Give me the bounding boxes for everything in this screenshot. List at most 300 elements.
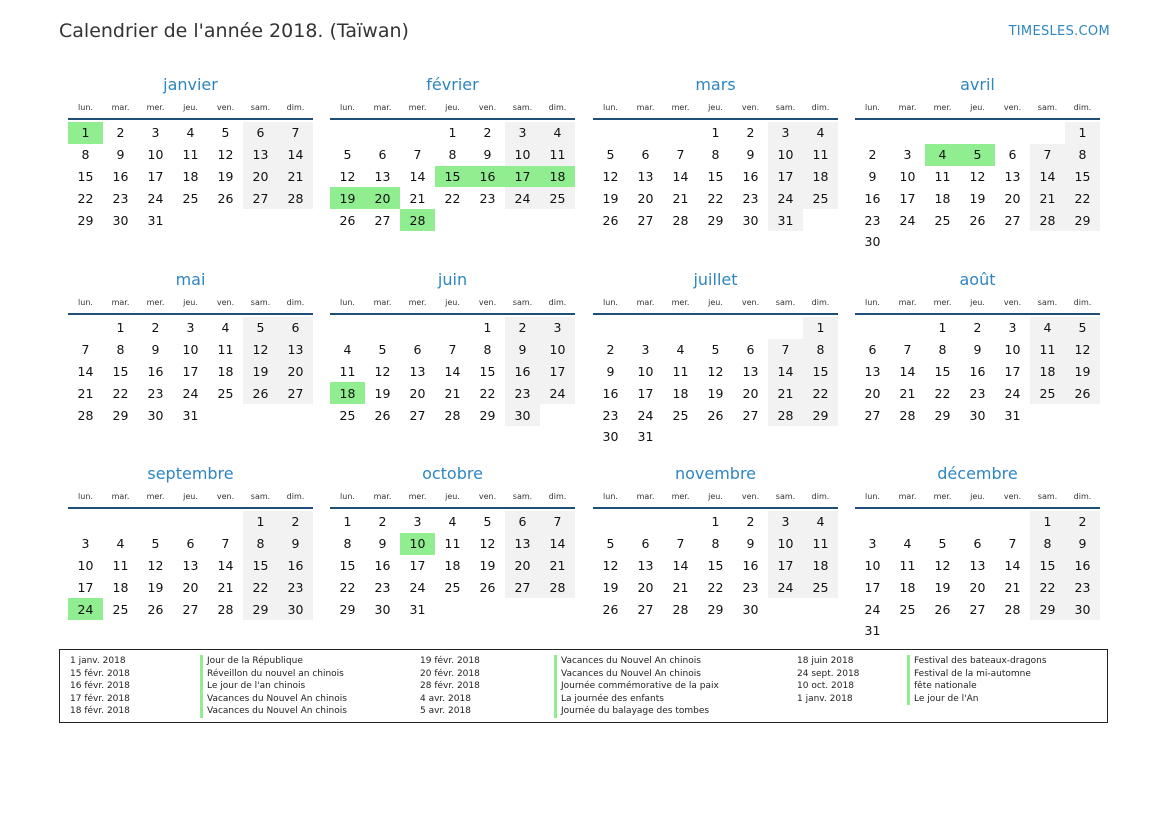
empty-cell — [593, 511, 628, 533]
day-cell: 31 — [1004, 407, 1021, 423]
legend-holiday-name: Journée du balayage des tombes — [554, 705, 719, 718]
weekday-label: dim. — [286, 492, 305, 501]
day-cell: 18 — [182, 168, 199, 184]
day-cell: 21 — [77, 385, 94, 401]
day-grid — [68, 317, 313, 426]
legend-names-2 — [554, 655, 719, 718]
weekday-label: jeu. — [445, 103, 460, 112]
weekday-header — [855, 487, 1100, 509]
day-cell: 3 — [768, 122, 803, 144]
weekday-label: lun. — [340, 298, 355, 307]
day-cell: 16 — [147, 363, 164, 379]
day-cell: 21 — [1004, 579, 1021, 595]
empty-cell — [890, 317, 925, 339]
day-grid — [330, 511, 575, 620]
weekday-label: ven. — [216, 103, 235, 112]
day-cell: 24 — [147, 190, 164, 206]
day-cell: 13 — [243, 144, 278, 166]
day-cell: 5 — [938, 536, 947, 552]
day-cell: 6 — [641, 147, 650, 163]
day-cell: 29 — [77, 212, 94, 228]
day-cell: 11 — [112, 557, 129, 573]
legend-holiday-name: Réveillon du nouvel an chinois — [200, 668, 347, 681]
day-grid — [68, 511, 313, 620]
legend-date: 19 févr. 2018 — [420, 656, 480, 666]
day-cell: 19 — [969, 190, 986, 206]
day-cell: 15 — [707, 557, 724, 573]
legend-date: 1 janv. 2018 — [70, 656, 126, 666]
day-cell: 27 — [243, 187, 278, 209]
day-cell: 12 — [147, 557, 164, 573]
day-cell: 20 — [278, 361, 313, 383]
day-cell: 9 — [746, 536, 755, 552]
day-cell: 4 — [540, 122, 575, 144]
weekday-label: mer. — [933, 492, 952, 501]
day-cell: 22 — [243, 576, 278, 598]
day-cell: 25 — [217, 385, 234, 401]
day-cell: 23 — [505, 382, 540, 404]
day-cell: 1 — [1065, 122, 1100, 144]
weekday-label: ven. — [1003, 103, 1022, 112]
day-cell: 6 — [413, 342, 422, 358]
day-cell: 20 — [1004, 190, 1021, 206]
day-cell: 19 — [602, 579, 619, 595]
day-cell: 28 — [768, 404, 803, 426]
day-cell: 9 — [483, 147, 492, 163]
weekday-label: dim. — [548, 103, 567, 112]
legend-date: 18 juin 2018 — [797, 656, 854, 666]
empty-cell — [593, 122, 628, 144]
weekday-label: dim. — [1073, 298, 1092, 307]
legend-holiday-name: Jour de la République — [200, 655, 347, 668]
day-cell: 28 — [444, 407, 461, 423]
empty-cell — [628, 122, 663, 144]
empty-cell — [628, 511, 663, 533]
legend-dates-1 — [70, 655, 130, 718]
day-cell: 31 — [409, 601, 426, 617]
legend-date: 20 févr. 2018 — [420, 668, 480, 679]
empty-cell — [103, 511, 138, 533]
day-cell: 17 — [899, 190, 916, 206]
day-cell: 5 — [606, 147, 615, 163]
weekday-label: mer. — [408, 103, 427, 112]
weekday-label: mer. — [146, 492, 165, 501]
day-cell: 27 — [637, 212, 654, 228]
holiday-legend — [59, 649, 1108, 723]
day-cell: 3 — [1008, 320, 1017, 336]
day-cell: 27 — [637, 601, 654, 617]
legend-date: 16 févr. 2018 — [70, 681, 130, 691]
day-cell: 11 — [934, 168, 951, 184]
month-6 — [593, 269, 838, 448]
day-cell: 2 — [378, 514, 387, 530]
day-cell: 14 — [77, 363, 94, 379]
day-cell: 2 — [868, 147, 877, 163]
day-cell: 3 — [768, 511, 803, 533]
day-cell: 14 — [444, 363, 461, 379]
day-cell: 5 — [606, 536, 615, 552]
weekday-label: mar. — [373, 103, 392, 112]
weekday-label: jeu. — [970, 298, 985, 307]
day-cell: 26 — [602, 601, 619, 617]
day-cell: 3 — [81, 536, 90, 552]
legend-holiday-name: Le jour de l'An — [907, 693, 1047, 706]
month-7 — [855, 269, 1100, 426]
day-cell: 23 — [1065, 576, 1100, 598]
day-cell: 2 — [746, 125, 755, 141]
weekday-header — [855, 293, 1100, 315]
day-cell: 25 — [803, 187, 838, 209]
weekday-label: lun. — [78, 492, 93, 501]
day-cell: 15 — [112, 363, 129, 379]
day-cell: 24 — [409, 579, 426, 595]
weekday-label: sam. — [250, 103, 271, 112]
legend-date: 4 avr. 2018 — [420, 693, 471, 704]
day-cell: 3 — [151, 125, 160, 141]
holiday-day: 16 — [470, 166, 505, 188]
day-cell: 14 — [899, 363, 916, 379]
day-cell: 26 — [374, 407, 391, 423]
day-cell: 11 — [444, 536, 461, 552]
day-cell: 19 — [243, 361, 278, 383]
day-cell: 26 — [934, 601, 951, 617]
day-cell: 25 — [444, 579, 461, 595]
empty-cell — [925, 122, 960, 144]
day-cell: 20 — [243, 166, 278, 188]
day-cell: 29 — [112, 407, 129, 423]
weekday-label: mar. — [898, 298, 917, 307]
weekday-label: mer. — [671, 298, 690, 307]
legend-holiday-name: Journée commémorative de la paix — [554, 680, 719, 693]
empty-cell — [400, 122, 435, 144]
day-cell: 4 — [448, 514, 457, 530]
day-cell: 15 — [479, 363, 496, 379]
weekday-label: dim. — [548, 298, 567, 307]
legend-holiday-name: Vacances du Nouvel An chinois — [554, 668, 719, 681]
day-cell: 15 — [339, 557, 356, 573]
month-name: août — [959, 270, 996, 289]
day-cell: 17 — [768, 166, 803, 188]
day-cell: 12 — [707, 363, 724, 379]
day-cell: 7 — [540, 511, 575, 533]
day-cell: 10 — [899, 168, 916, 184]
day-cell: 13 — [505, 533, 540, 555]
weekday-label: ven. — [1003, 492, 1022, 501]
day-cell: 22 — [803, 382, 838, 404]
day-cell: 8 — [483, 342, 492, 358]
day-cell: 27 — [864, 407, 881, 423]
weekday-label: sam. — [775, 103, 796, 112]
month-name: octobre — [422, 464, 483, 483]
day-cell: 27 — [742, 407, 759, 423]
day-cell: 18 — [444, 557, 461, 573]
day-cell: 9 — [378, 536, 387, 552]
day-cell: 14 — [217, 557, 234, 573]
day-cell: 2 — [505, 317, 540, 339]
day-cell: 11 — [672, 363, 689, 379]
day-cell: 16 — [278, 555, 313, 577]
weekday-label: mar. — [373, 492, 392, 501]
legend-holiday-name: Vacances du Nouvel An chinois — [200, 705, 347, 718]
day-cell: 17 — [182, 363, 199, 379]
legend-holiday-name: Vacances du Nouvel An chinois — [200, 693, 347, 706]
empty-cell — [698, 317, 733, 339]
day-cell: 6 — [746, 342, 755, 358]
day-cell: 11 — [803, 144, 838, 166]
empty-cell — [330, 122, 365, 144]
day-cell: 14 — [1004, 557, 1021, 573]
weekday-label: mer. — [933, 103, 952, 112]
day-cell: 5 — [221, 125, 230, 141]
day-cell: 29 — [707, 212, 724, 228]
day-cell: 25 — [934, 212, 951, 228]
day-cell: 30 — [112, 212, 129, 228]
weekday-label: sam. — [512, 103, 533, 112]
day-cell: 14 — [409, 168, 426, 184]
day-cell: 6 — [868, 342, 877, 358]
day-cell: 7 — [278, 122, 313, 144]
legend-holiday-name: Vacances du Nouvel An chinois — [554, 655, 719, 668]
day-cell: 14 — [672, 557, 689, 573]
day-cell: 9 — [505, 339, 540, 361]
day-cell: 12 — [339, 168, 356, 184]
weekday-header — [330, 487, 575, 509]
day-cell: 22 — [444, 190, 461, 206]
month-3 — [855, 74, 1100, 253]
weekday-label: mar. — [636, 492, 655, 501]
holiday-day: 18 — [540, 166, 575, 188]
weekday-label: ven. — [1003, 298, 1022, 307]
day-cell: 19 — [147, 579, 164, 595]
day-cell: 4 — [676, 342, 685, 358]
day-cell: 19 — [479, 557, 496, 573]
day-cell: 31 — [182, 407, 199, 423]
empty-cell — [1030, 122, 1065, 144]
day-cell: 5 — [343, 147, 352, 163]
month-0 — [68, 74, 313, 231]
holiday-day: 24 — [68, 598, 103, 620]
day-cell: 12 — [243, 339, 278, 361]
site-link[interactable]: TIMESLES.COM — [1008, 24, 1110, 39]
day-cell: 25 — [112, 601, 129, 617]
day-cell: 9 — [746, 147, 755, 163]
day-cell: 7 — [1030, 144, 1065, 166]
day-cell: 26 — [479, 579, 496, 595]
day-cell: 17 — [540, 361, 575, 383]
day-cell: 13 — [1004, 168, 1021, 184]
day-cell: 8 — [711, 147, 720, 163]
empty-cell — [365, 317, 400, 339]
month-name: avril — [960, 75, 995, 94]
day-grid — [68, 122, 313, 231]
day-cell: 29 — [934, 407, 951, 423]
day-cell: 24 — [768, 576, 803, 598]
day-cell: 14 — [672, 168, 689, 184]
day-cell: 4 — [221, 320, 230, 336]
day-cell: 26 — [969, 212, 986, 228]
month-8 — [68, 463, 313, 620]
empty-cell — [628, 317, 663, 339]
day-cell: 15 — [243, 555, 278, 577]
day-cell: 12 — [602, 168, 619, 184]
day-cell: 29 — [1030, 598, 1065, 620]
day-cell: 18 — [672, 385, 689, 401]
day-cell: 18 — [1030, 361, 1065, 383]
day-cell: 18 — [803, 166, 838, 188]
weekday-header — [68, 98, 313, 120]
day-cell: 30 — [374, 601, 391, 617]
day-cell: 13 — [969, 557, 986, 573]
month-1 — [330, 74, 575, 231]
day-cell: 13 — [864, 363, 881, 379]
day-cell: 20 — [182, 579, 199, 595]
weekday-label: lun. — [78, 103, 93, 112]
day-cell: 24 — [899, 212, 916, 228]
day-cell: 20 — [505, 555, 540, 577]
day-cell: 12 — [479, 536, 496, 552]
day-cell: 24 — [505, 187, 540, 209]
empty-cell — [365, 122, 400, 144]
day-grid — [593, 122, 838, 231]
day-cell: 6 — [641, 536, 650, 552]
day-cell: 23 — [742, 579, 759, 595]
empty-cell — [593, 317, 628, 339]
holiday-day: 20 — [365, 187, 400, 209]
day-cell: 28 — [278, 187, 313, 209]
day-cell: 16 — [864, 190, 881, 206]
day-cell: 16 — [742, 557, 759, 573]
holiday-day: 28 — [400, 209, 435, 231]
day-cell: 20 — [969, 579, 986, 595]
day-cell: 11 — [217, 342, 234, 358]
day-cell: 7 — [221, 536, 230, 552]
month-name: janvier — [163, 75, 218, 94]
day-cell: 6 — [186, 536, 195, 552]
day-cell: 31 — [768, 209, 803, 231]
day-cell: 11 — [182, 147, 199, 163]
weekday-label: lun. — [78, 298, 93, 307]
day-cell: 9 — [973, 342, 982, 358]
day-cell: 11 — [540, 144, 575, 166]
day-cell: 10 — [540, 339, 575, 361]
day-cell: 4 — [803, 122, 838, 144]
weekday-label: mer. — [146, 103, 165, 112]
day-cell: 12 — [374, 363, 391, 379]
day-cell: 23 — [374, 579, 391, 595]
day-cell: 17 — [768, 555, 803, 577]
weekday-label: mer. — [933, 298, 952, 307]
empty-cell — [330, 317, 365, 339]
month-name: novembre — [674, 464, 757, 483]
day-cell: 5 — [711, 342, 720, 358]
day-cell: 13 — [278, 339, 313, 361]
day-cell: 1 — [711, 514, 720, 530]
legend-names-1 — [200, 655, 347, 718]
day-cell: 23 — [147, 385, 164, 401]
holiday-day: 5 — [960, 144, 995, 166]
weekday-header — [330, 293, 575, 315]
weekday-label: dim. — [1073, 492, 1092, 501]
day-cell: 10 — [1004, 342, 1021, 358]
day-cell: 26 — [243, 382, 278, 404]
weekday-label: dim. — [286, 103, 305, 112]
day-cell: 15 — [1065, 166, 1100, 188]
weekday-label: lun. — [865, 492, 880, 501]
day-cell: 27 — [182, 601, 199, 617]
empty-cell — [960, 511, 995, 533]
empty-cell — [890, 511, 925, 533]
day-cell: 2 — [1065, 511, 1100, 533]
day-cell: 10 — [637, 363, 654, 379]
day-cell: 17 — [147, 168, 164, 184]
day-cell: 18 — [934, 190, 951, 206]
day-cell: 30 — [742, 601, 759, 617]
day-cell: 5 — [483, 514, 492, 530]
day-cell: 23 — [278, 576, 313, 598]
day-cell: 13 — [182, 557, 199, 573]
day-cell: 16 — [374, 557, 391, 573]
day-cell: 8 — [1065, 144, 1100, 166]
day-cell: 25 — [672, 407, 689, 423]
day-cell: 29 — [339, 601, 356, 617]
day-cell: 31 — [864, 623, 881, 639]
day-cell: 30 — [864, 234, 881, 250]
legend-holiday-name: fête nationale — [907, 680, 1047, 693]
day-cell: 24 — [540, 382, 575, 404]
month-name: mai — [175, 270, 206, 289]
day-cell: 3 — [641, 342, 650, 358]
day-cell: 10 — [182, 342, 199, 358]
day-cell: 28 — [1030, 209, 1065, 231]
day-cell: 27 — [505, 576, 540, 598]
day-cell: 27 — [278, 382, 313, 404]
day-cell: 4 — [186, 125, 195, 141]
day-cell: 28 — [672, 601, 689, 617]
day-cell: 5 — [151, 536, 160, 552]
weekday-label: sam. — [1037, 103, 1058, 112]
day-cell: 28 — [899, 407, 916, 423]
day-cell: 9 — [1065, 533, 1100, 555]
day-cell: 2 — [116, 125, 125, 141]
weekday-label: mar. — [111, 492, 130, 501]
legend-date: 24 sept. 2018 — [797, 668, 860, 679]
empty-cell — [925, 511, 960, 533]
day-cell: 21 — [444, 385, 461, 401]
day-cell: 20 — [864, 385, 881, 401]
day-grid — [593, 317, 838, 448]
day-cell: 14 — [768, 361, 803, 383]
day-cell: 21 — [672, 190, 689, 206]
weekday-label: jeu. — [183, 298, 198, 307]
day-cell: 16 — [602, 385, 619, 401]
day-cell: 23 — [112, 190, 129, 206]
day-cell: 4 — [803, 511, 838, 533]
holiday-day: 15 — [435, 166, 470, 188]
day-cell: 28 — [1004, 601, 1021, 617]
day-cell: 24 — [1004, 385, 1021, 401]
day-cell: 21 — [899, 385, 916, 401]
month-11 — [855, 463, 1100, 642]
weekday-header — [855, 98, 1100, 120]
holiday-day: 10 — [400, 533, 435, 555]
weekday-header — [593, 98, 838, 120]
day-cell: 29 — [243, 598, 278, 620]
day-cell: 7 — [448, 342, 457, 358]
day-cell: 29 — [707, 601, 724, 617]
day-cell: 4 — [1030, 317, 1065, 339]
day-cell: 30 — [742, 212, 759, 228]
day-cell: 15 — [707, 168, 724, 184]
